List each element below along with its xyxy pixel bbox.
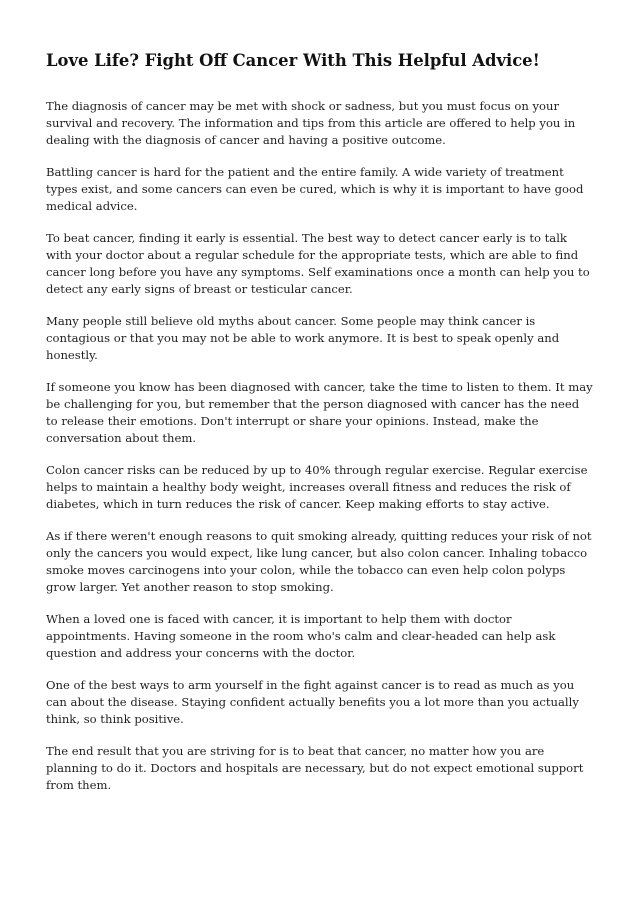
page-title: Love Life? Fight Off Cancer With This Helpful Advice!	[46, 51, 540, 70]
document-page	[46, 50, 594, 809]
paragraph-10: The end result that you are striving for is to beat that cancer, no matter how you are planning to do it. Doctors and hospitals are necessary, but do not expect emotional support from them.	[46, 744, 584, 792]
paragraph-3: To beat cancer, finding it early is essential. The best way to detect cancer early is to talk with your doctor about a regular schedule for the appropriate tests, which are able to find cancer long before you have any symptoms. Self examinations once a month can help you to detect any early signs of breast or testicular cancer.	[46, 231, 590, 296]
paragraph-5: If someone you know has been diagnosed with cancer, take the time to listen to them. It may be challenging for you, but remember that the person diagnosed with cancer has the need to release their emotions. Don't interrupt or share your opinions. Instead, make the conversation about them.	[46, 380, 593, 445]
paragraph-1: The diagnosis of cancer may be met with shock or sadness, but you must focus on your survival and recovery. The information and tips from this article are offered to help you in dealing with the diagnosis of cancer and having a positive outcome.	[46, 99, 576, 147]
paragraph-7: As if there weren't enough reasons to quit smoking already, quitting reduces your risk of not only the cancers you would expect, like lung cancer, but also colon cancer. Inhaling tobacco smoke moves carcinogens into your colon, while the tobacco can even help colon polyps grow larger. Yet another reason to stop smoking.	[46, 529, 592, 594]
paragraph-6: Colon cancer risks can be reduced by up to 40% through regular exercise. Regular exercise helps to maintain a healthy body weight, increases overall fitness and reduces the risk of diabetes, which in turn reduces the risk of cancer. Keep making efforts to stay active.	[46, 463, 588, 511]
paragraph-2: Battling cancer is hard for the patient and the entire family. A wide variety of treatment types exist, and some cancers can even be cured, which is why it is important to have good medical advice.	[46, 165, 584, 213]
paragraph-4: Many people still believe old myths about cancer. Some people may think cancer is contagious or that you may not be able to work anymore. It is best to speak openly and honestly.	[46, 314, 560, 362]
paragraph-8: When a loved one is faced with cancer, it is important to help them with doctor appointments. Having someone in the room who's calm and clear-headed can help ask question and address your concerns with the doctor.	[46, 612, 556, 660]
paragraph-9: One of the best ways to arm yourself in the fight against cancer is to read as much as you can about the disease. Staying confident actually benefits you a lot more than you actually think, so think positive.	[46, 678, 579, 726]
